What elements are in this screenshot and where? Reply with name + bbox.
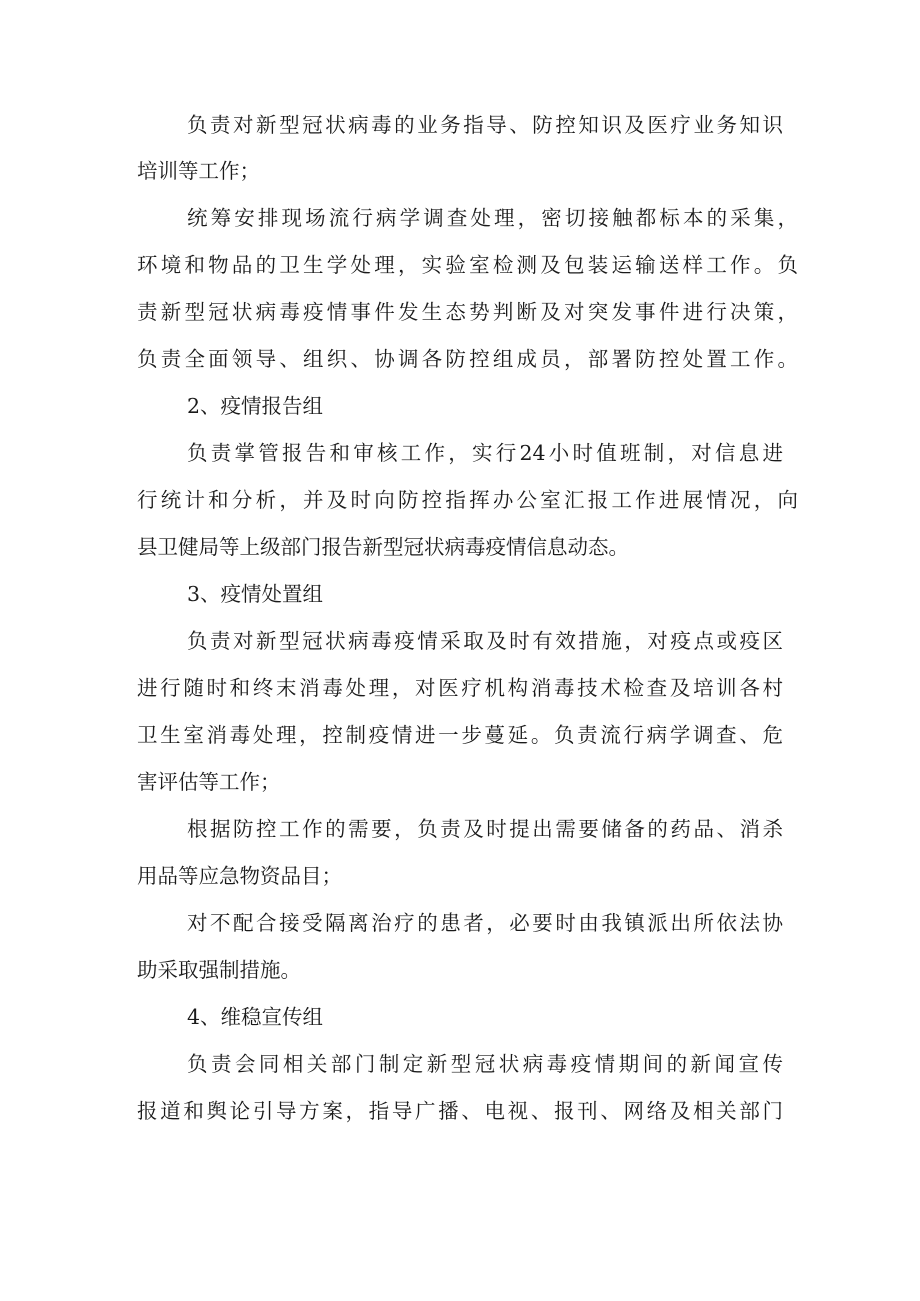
- text-line: 助采取强制措施。: [137, 958, 301, 982]
- text-line: 县卫健局等上级部门报告新型冠状病毒疫情信息动态。: [137, 535, 629, 559]
- text-line: 负责掌管报告和审核工作，实行24小时值班制，对信息进: [187, 441, 783, 465]
- section-heading: 3、疫情处置组: [187, 582, 324, 606]
- text-line: 负责对新型冠状病毒疫情采取及时有效措施，对疫点或疫区: [187, 629, 783, 653]
- text-line: 负责对新型冠状病毒的业务指导、防控知识及医疗业务知识: [187, 113, 783, 137]
- text-line: 环境和物品的卫生学处理，实验室检测及包装运输送样工作。负: [137, 253, 798, 277]
- text-line: 行统计和分析，并及时向防控指挥办公室汇报工作进展情况，向: [137, 488, 798, 512]
- text-line: 根据防控工作的需要，负责及时提出需要储备的药品、消杀: [187, 817, 783, 841]
- text-line: 责新型冠状病毒疫情事件发生态势判断及对突发事件进行决策，: [137, 300, 798, 324]
- text-line: 用品等应急物资品目；: [137, 864, 342, 888]
- text-line: 报道和舆论引导方案，指导广播、电视、报刊、网络及相关部门: [137, 1099, 783, 1123]
- text-line: 害评估等工作；: [137, 770, 281, 794]
- text-line: 进行随时和终末消毒处理，对医疗机构消毒技术检查及培训各村: [137, 676, 783, 700]
- section-heading: 4、维稳宣传组: [187, 1005, 324, 1029]
- text-line: 统筹安排现场流行病学调查处理，密切接触都标本的采集，: [187, 206, 798, 230]
- text-line: 培训等工作；: [137, 159, 260, 183]
- text-line: 卫生室消毒处理，控制疫情进一步蔓延。负责流行病学调查、危: [137, 723, 783, 747]
- text-line: 负责全面领导、组织、协调各防控组成员，部署防控处置工作。: [137, 347, 798, 371]
- text-line: 对不配合接受隔离治疗的患者，必要时由我镇派出所依法协: [187, 911, 783, 935]
- text-line: 负责会同相关部门制定新型冠状病毒疫情期间的新闻宣传: [187, 1052, 783, 1076]
- section-heading: 2、疫情报告组: [187, 394, 324, 418]
